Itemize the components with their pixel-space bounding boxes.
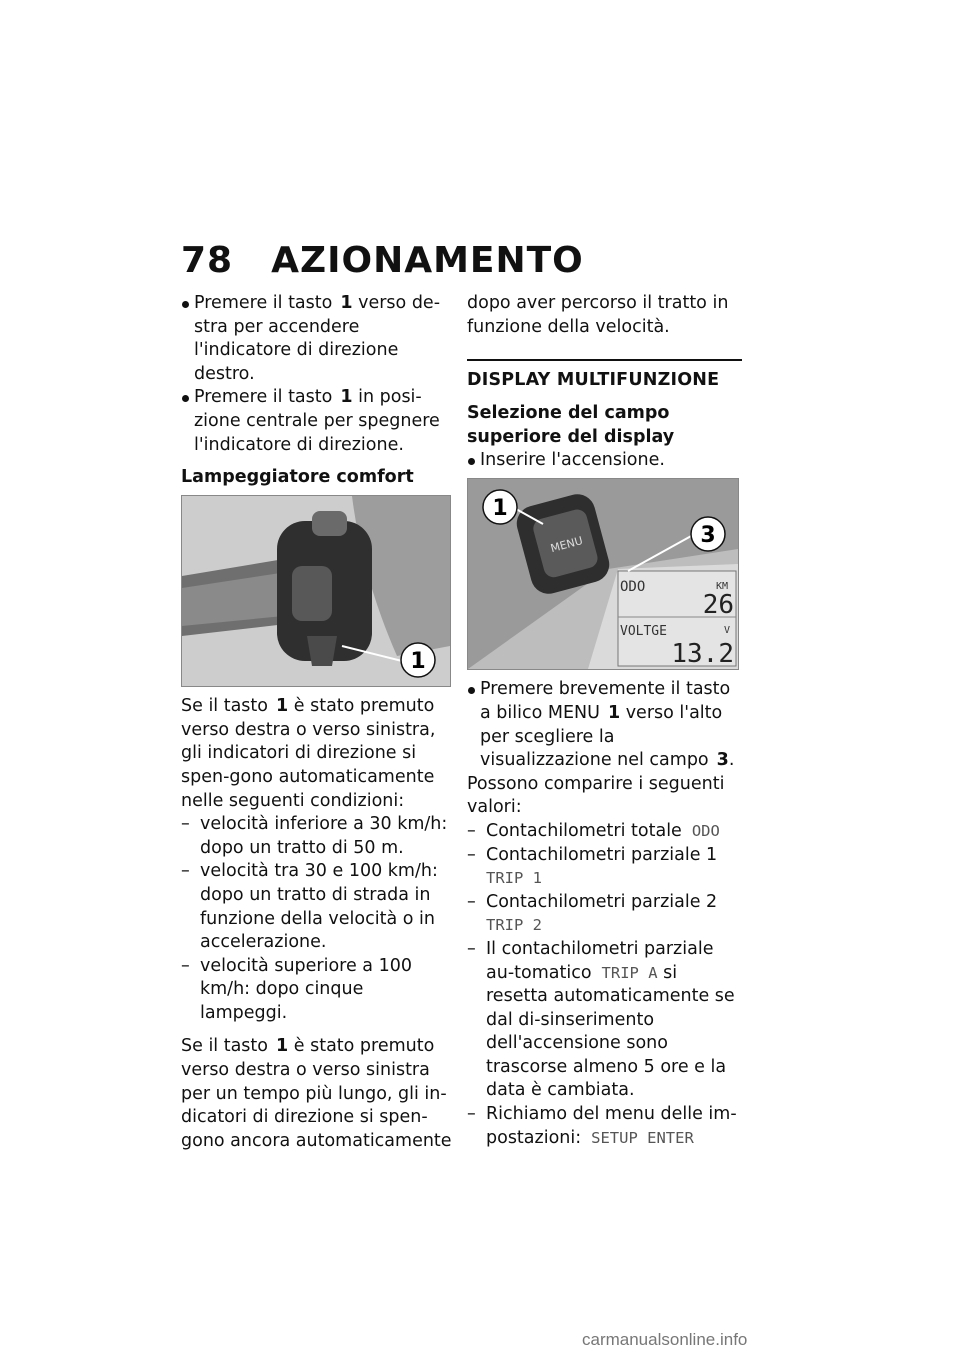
dash-trip1: – Contachilometri parziale 1 TRIP 1: [467, 844, 718, 888]
figure-label-3: 3: [700, 523, 716, 549]
figure-label-1: 1: [492, 496, 508, 522]
display-illustration: [468, 479, 738, 669]
subheading-display-field: Selezione del campo superiore del display: [467, 402, 675, 447]
page-header: [181, 240, 584, 281]
dash-item: – velocità inferiore a 30 km/h: dopo un tratto di 50 m.: [181, 814, 448, 858]
handlebar-switch-figure: [181, 495, 451, 687]
dash-trip2: – Contachilometri parziale 2 TRIP 2: [467, 891, 718, 935]
para-continuation: dopo aver percorso il tratto in funzione della velocità.: [467, 293, 729, 337]
section-title: DISPLAY MULTIFUNZIONE: [467, 359, 742, 393]
subheading-comfort: Lampeggiatore comfort: [181, 467, 414, 488]
left-column: [181, 292, 456, 1153]
bullet-press-menu: Premere brevemente il tasto a bilico MENU 1 verso l'alto per scegliere la visualizzazione nel campo 3.: [467, 678, 742, 772]
ref-1: 1: [340, 387, 353, 408]
bullet-ignition: Inserire l'accensione.: [467, 449, 742, 473]
dash-setup: – Richiamo del menu delle im-postazioni: SETUP ENTER: [467, 1104, 737, 1148]
display-km-unit: KM: [716, 581, 729, 593]
watermark: carmanualsonline.info: [582, 1330, 748, 1349]
page-number: 78: [181, 240, 234, 281]
bullet-turn-right: Premere il tasto 1 verso de-stra per accendere l'indicatore di direzione destro.: [181, 292, 456, 386]
multifunction-display-figure: [467, 478, 739, 670]
para-comfort-long: Se il tasto 1 è stato premuto verso destra o verso sinistra per un tempo più lungo, gli in-dicatori di direzione si spen-gono ancora automaticamente: [181, 1036, 452, 1151]
bullet-turn-off: Premere il tasto 1 in posi-zione centrale per spegnere l'indicatore di direzione.: [181, 386, 456, 457]
ref-1: 1: [340, 293, 353, 313]
display-v-unit: V: [724, 625, 731, 637]
dash-odo: – Contachilometri totale ODO: [467, 820, 720, 841]
display-odo-value: 26: [702, 590, 734, 621]
dash-item: – velocità superiore a 100 km/h: dopo cinque lampeggi.: [181, 955, 412, 1023]
dash-tripa: – Il contachilometri parziale au-tomatico TRIP A si resetta automaticamente se dal di-sinserimento dell'accensione sono trascorse almeno 5 ore e la data è cambiata.: [467, 938, 735, 1101]
right-column: [467, 292, 742, 1150]
display-voltage: VOLTGE: [620, 624, 667, 640]
dash-item: – velocità tra 30 e 100 km/h: dopo un tratto di strada in funzione della velocità o in accelerazione.: [181, 861, 438, 953]
display-odo: ODO: [620, 579, 646, 596]
para-values-intro: Possono comparire i seguenti valori:: [467, 773, 725, 818]
page-title: AZIONAMENTO: [271, 240, 584, 281]
figure-label-1: 1: [410, 649, 426, 675]
para-comfort-intro: Se il tasto 1 è stato premuto verso destra o verso sinistra, gli indicatori di direzione si spen-gono automaticamente nelle seguenti condizioni:: [181, 696, 436, 811]
display-voltage-value: 13.2: [671, 639, 734, 670]
handlebar-switch-illustration: [182, 496, 450, 686]
menu-button-label: MENU: [549, 534, 585, 556]
